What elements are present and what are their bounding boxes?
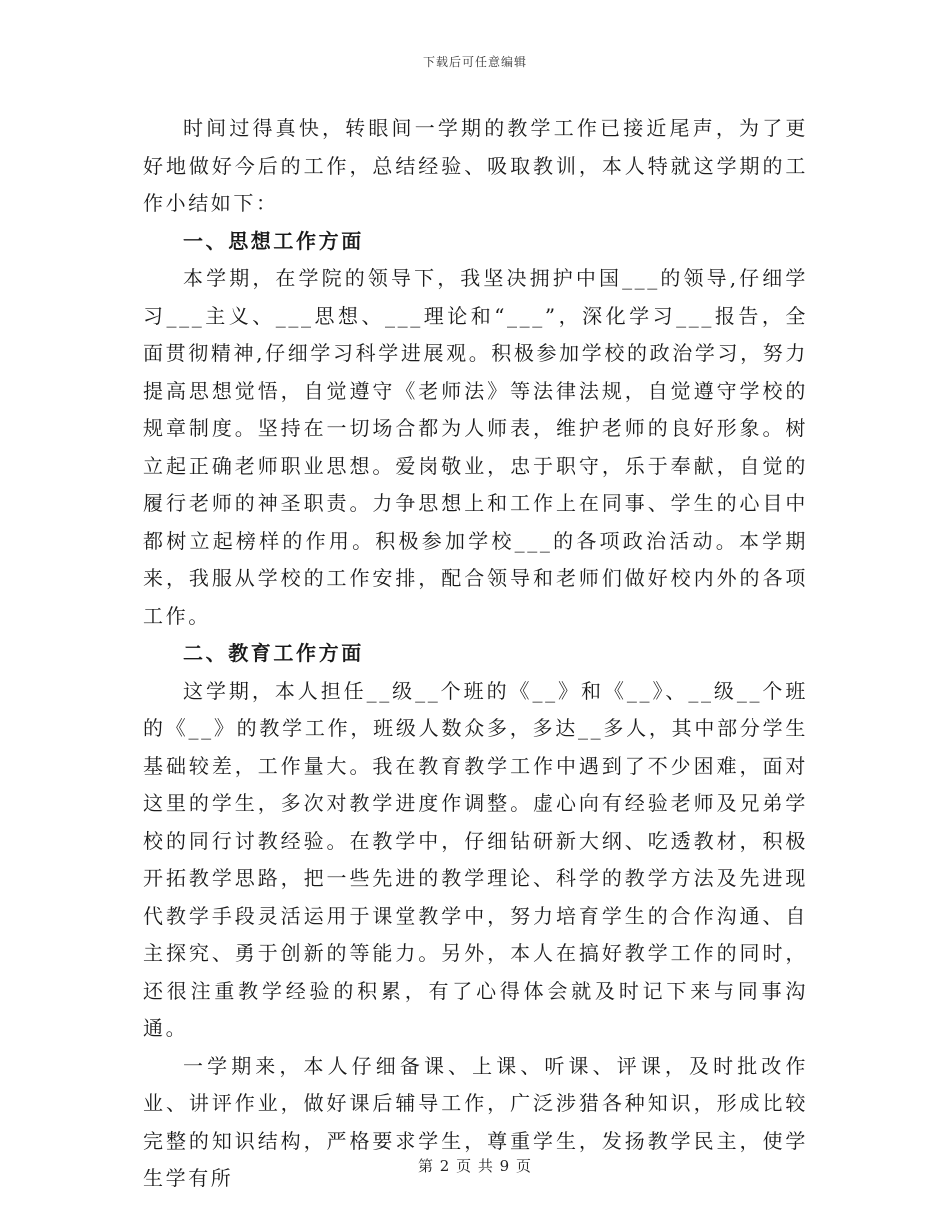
page-number: 第 2 页 共 9 页 — [418, 1157, 532, 1175]
intro-paragraph: 时间过得真快，转眼间一学期的教学工作已接近尾声，为了更好地做好今后的工作，总结经验、吸取教训，本人特就这学期的工作小结如下： — [143, 116, 808, 215]
section-ideology-paragraph: 本学期，在学院的领导下，我坚决拥护中国___的领导,仔细学习___主义、___思想、___理论和“___”，深化学习___报告，全面贯彻精神,仔细学习科学进展观。积极参加学校的政治学习，努力提高思想觉悟，自觉遵守《老师法》等法律法规，自觉遵守学校的规章制度。坚持在一切场合都为人师表，维护老师的良好形象。树立起正确老师职业思想。爱岗敬业，忠于职守，乐于奉献，自觉的履行老师的神圣职责。力争思想上和工作上在同事、学生的心目中都树立起榜样的作用。积极参加学校___的各项政治活动。本学期来，我服从学校的工作安排，配合领导和老师们做好校内外的各项工作。 — [143, 266, 808, 628]
section-heading-education: 二、教育工作方面 — [183, 641, 364, 665]
section-education-paragraph-2: 一学期来，本人仔细备课、上课、听课、评课，及时批改作业、讲评作业，做好课后辅导工作，广泛涉猎各种知识，形成比较完整的知识结构，严格要求学生，尊重学生，发扬教学民主，使学生学有所 — [143, 1053, 808, 1190]
section-education-paragraph-1: 这学期，本人担任__级__个班的《__》和《__》、__级__个班的《__》的教学工作，班级人数众多，多达__多人，其中部分学生基础较差，工作量大。我在教育教学工作中遇到了不少困难，面对这里的学生，多次对教学进度作调整。虚心向有经验老师及兄弟学校的同行讨教经验。在教学中，仔细钻研新大纲、吃透教材，积极开拓教学思路，把一些先进的教学理论、科学的教学方法及先进现代教学手段灵活运用于课堂教学中，努力培育学生的合作沟通、自主探究、勇于创新的等能力。另外，本人在搞好教学工作的同时，还很注重教学经验的积累，有了心得体会就及时记下来与同事沟通。 — [143, 678, 808, 1040]
section-heading-ideology: 一、思想工作方面 — [183, 228, 364, 253]
document-body — [143, 110, 808, 1198]
page-header-note: 下载后可任意编辑 — [422, 55, 527, 69]
